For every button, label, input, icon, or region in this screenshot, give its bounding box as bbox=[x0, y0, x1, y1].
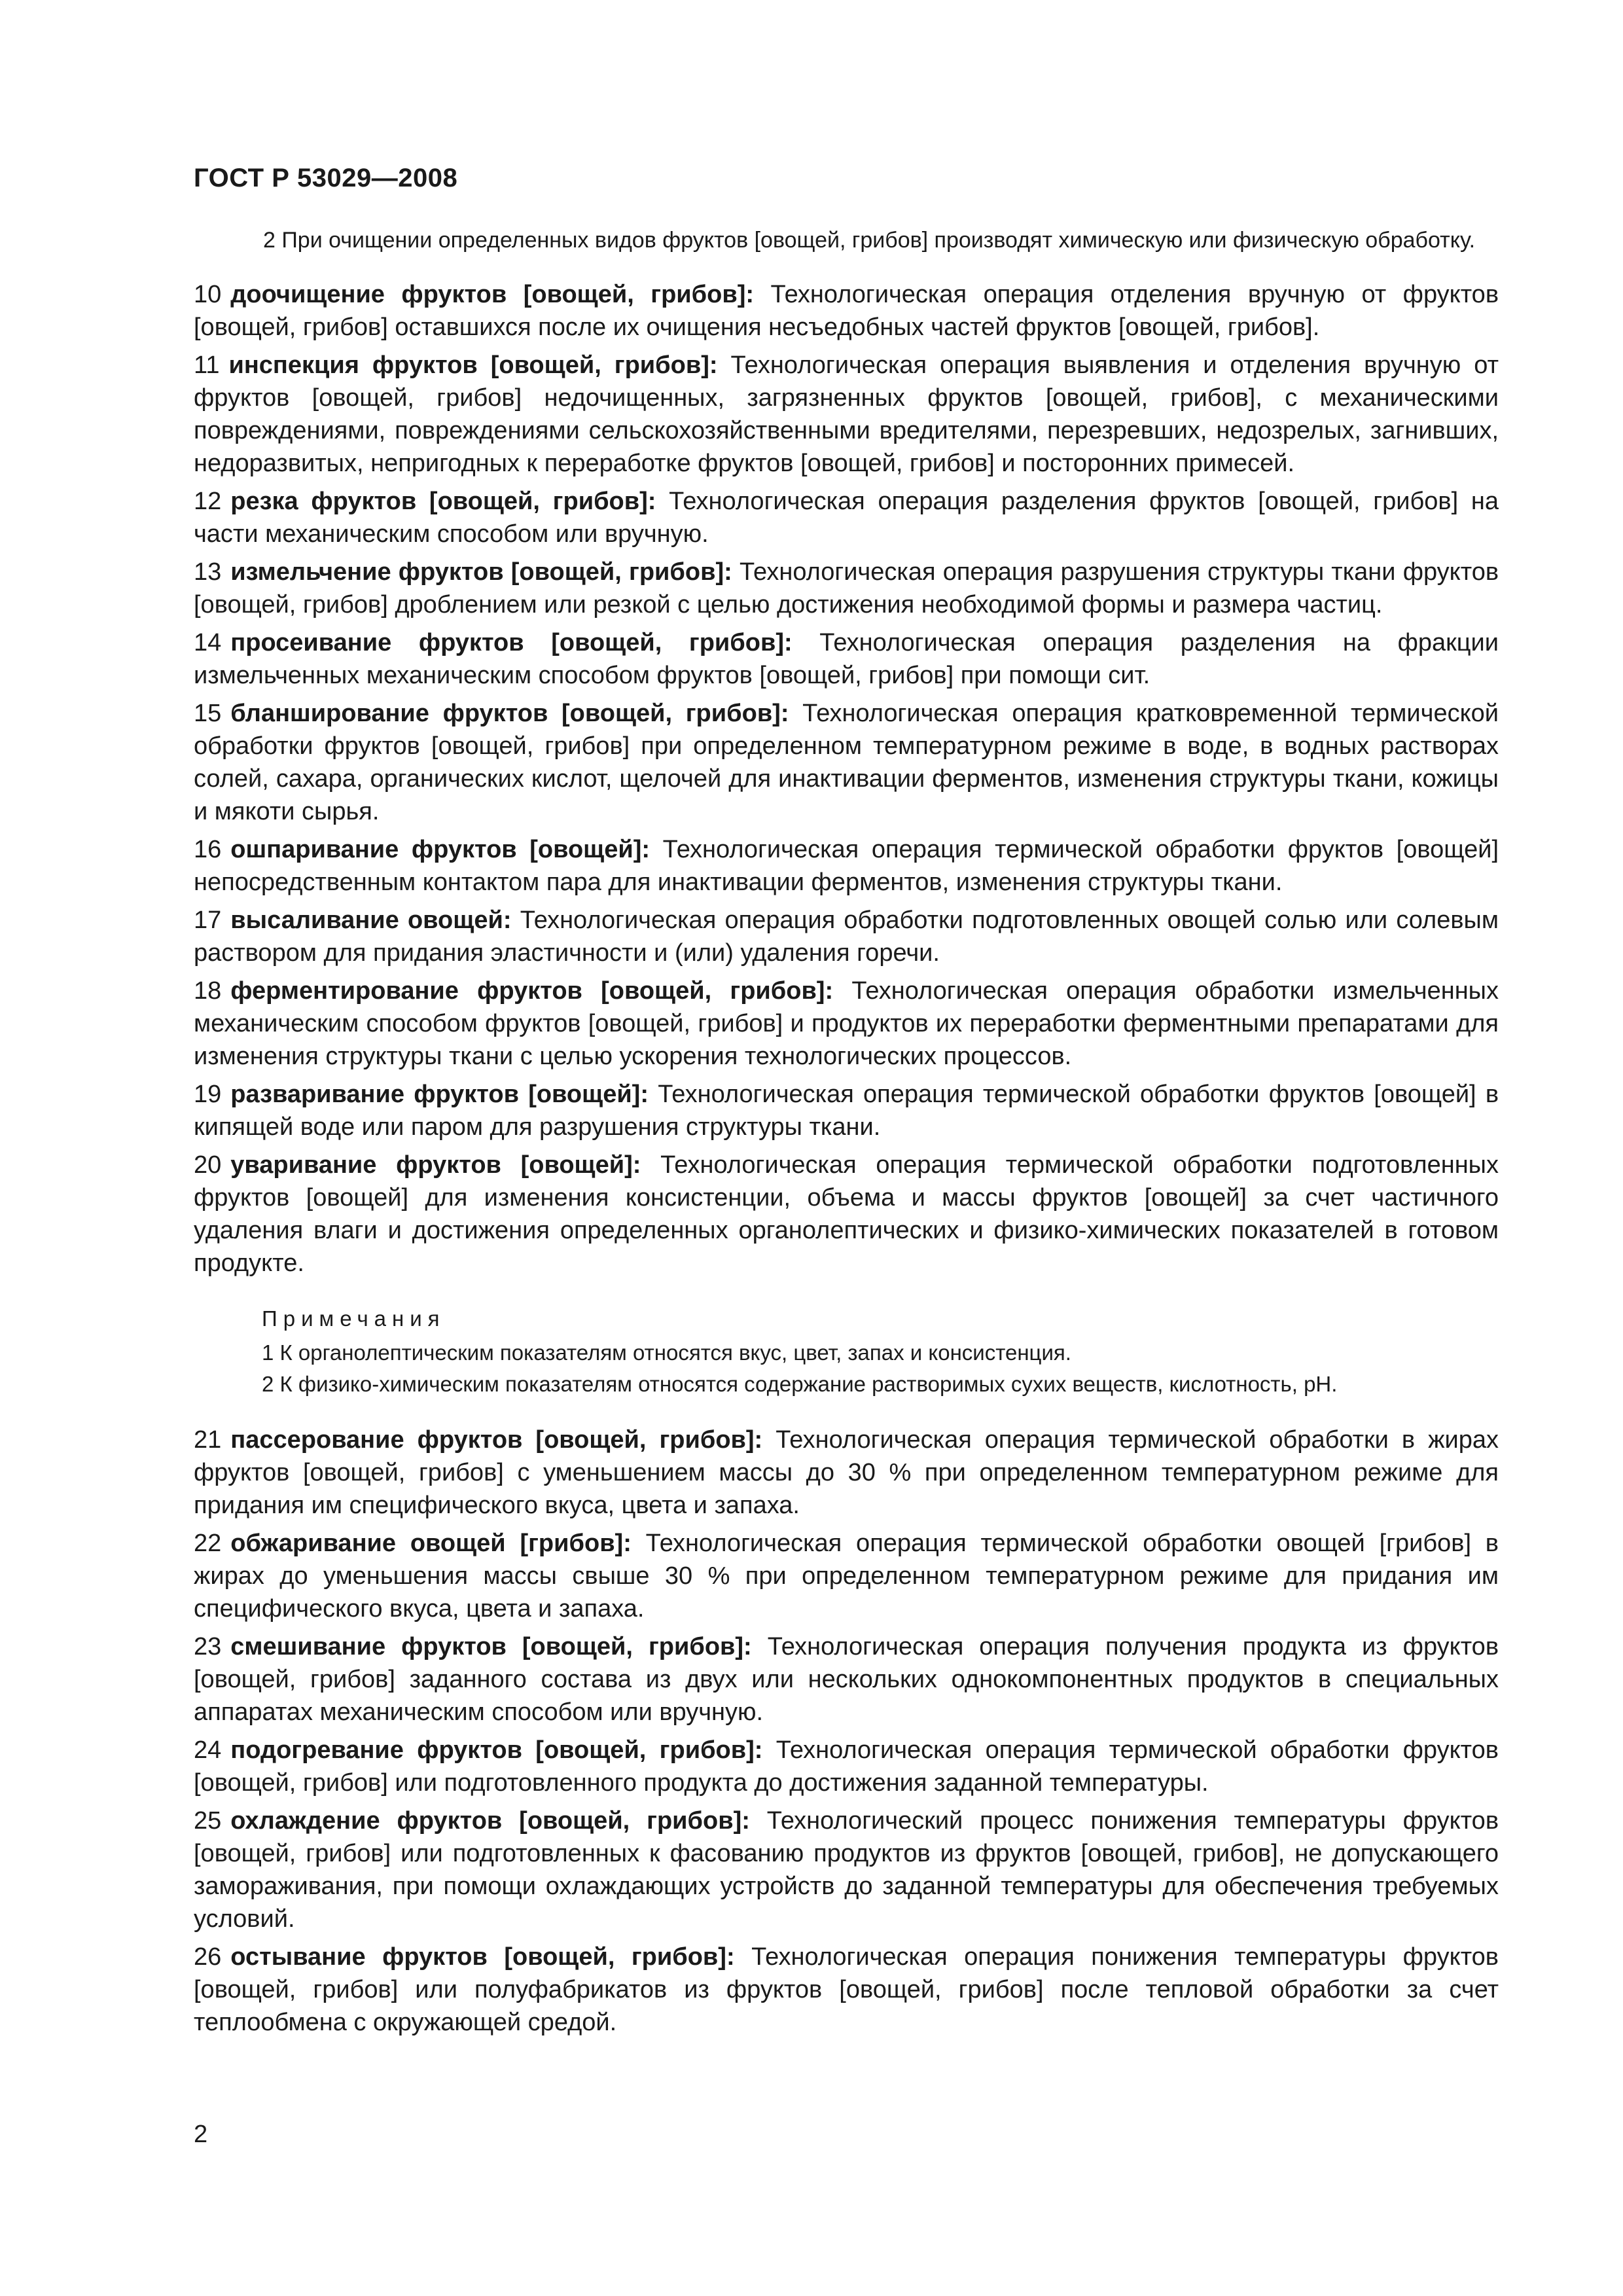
intro-note: 2 При очищении определенных видов фруктов [овощей, грибов] производят химическую или физическую обработку. bbox=[263, 228, 1476, 253]
term-definition: Технологическая операция разделения на фракции измельченных механическим способом фруктов [овощей, грибов] при помощи сит. bbox=[194, 629, 1499, 689]
document-header: ГОСТ Р 53029—2008 bbox=[194, 164, 458, 192]
term-entry bbox=[194, 697, 1499, 828]
term-definition: Технологическая операция термической обработки подготовленных фруктов [овощей] для изменения консистенции, объема и массы фруктов [овощей] за счет частичного удаления влаги и достижения определенных органолептических и физико-химических показателей в готовом продукте. bbox=[194, 1151, 1499, 1277]
term-name: обжаривание овощей [грибов]: bbox=[230, 1530, 632, 1557]
term-name: высаливание овощей: bbox=[230, 906, 512, 934]
page-number: 2 bbox=[194, 2121, 208, 2148]
term-name: инспекция фруктов [овощей, грибов]: bbox=[228, 351, 718, 379]
term-number: 24 bbox=[194, 1736, 222, 1764]
term-entry bbox=[194, 349, 1499, 480]
term-definition: Технологическая операция термической обработки фруктов [овощей] непосредственным контактом пара для инактивации ферментов, изменения структуры ткани. bbox=[194, 836, 1499, 896]
term-entry bbox=[194, 278, 1499, 344]
term-entry bbox=[194, 1804, 1499, 1935]
term-entry bbox=[194, 626, 1499, 692]
term-definition: Технологическая операция кратковременной термической обработки фруктов [овощей, грибов] при определенном температурном режиме в воде, в водных растворах солей, сахара, органических кислот, щелочей для инактивации ферментов, изменения структуры ткани, кожицы и мякоти сырья. bbox=[194, 700, 1499, 825]
term-entry bbox=[194, 556, 1499, 621]
term-name: бланширование фруктов [овощей, грибов]: bbox=[230, 700, 789, 727]
document-body bbox=[194, 226, 1499, 2044]
term-entry bbox=[194, 1630, 1499, 1729]
term-definition: Технологическая операция термической обработки овощей [грибов] в жирах до уменьшения массы свыше 30 % при определенном температурном режиме для придания им специфического вкуса, цвета и запаха. bbox=[194, 1530, 1499, 1623]
term-number: 14 bbox=[194, 629, 222, 656]
term-entry bbox=[194, 1527, 1499, 1625]
term-definition: Технологическая операция выявления и отделения вручную от фруктов [овощей, грибов] недочищенных, загрязненных фруктов [овощей, грибов], с механическими повреждениями, повреждениями сельскохозяйственными вредителями, перезревших, недозрелых, загнивших, недоразвитых, непригодных к переработке фруктов [овощей, грибов] и посторонних примесей. bbox=[194, 351, 1499, 477]
term-number: 11 bbox=[194, 351, 220, 379]
term-number: 16 bbox=[194, 836, 222, 863]
term-name: смешивание фруктов [овощей, грибов]: bbox=[230, 1633, 752, 1660]
term-name: разваривание фруктов [овощей]: bbox=[230, 1081, 649, 1108]
term-entry bbox=[194, 1424, 1499, 1522]
term-definition: Технологическая операция разделения фруктов [овощей, грибов] на части механическим способом или вручную. bbox=[194, 488, 1499, 548]
term-definition: Технологический процесс понижения температуры фруктов [овощей, грибов] или подготовленных к фасованию продуктов из фруктов [овощей, грибов], не допускающего замораживания, при помощи охлаждающих устройств до заданной температуры для обеспечения требуемых условий. bbox=[194, 1807, 1499, 1933]
term-number: 18 bbox=[194, 977, 222, 1005]
term-name: доочищение фруктов [овощей, грибов]: bbox=[230, 281, 755, 308]
term-number: 26 bbox=[194, 1943, 222, 1971]
term-entry bbox=[194, 1078, 1499, 1143]
note-item: 2 К физико-химическим показателям относятся содержание растворимых сухих веществ, кислотность, pH. bbox=[262, 1372, 1338, 1396]
term-definition: Технологическая операция обработки подготовленных овощей солью или солевым раствором для придания эластичности и (или) удаления горечи. bbox=[194, 906, 1499, 967]
terms-list-a bbox=[194, 278, 1499, 1280]
term-entry bbox=[194, 904, 1499, 969]
term-name: резка фруктов [овощей, грибов]: bbox=[230, 488, 656, 515]
note-item: 1 К органолептическим показателям относятся вкус, цвет, запах и консистенция. bbox=[262, 1340, 1071, 1365]
term-number: 23 bbox=[194, 1633, 222, 1660]
term-entry bbox=[194, 1149, 1499, 1280]
term-number: 10 bbox=[194, 281, 222, 308]
term-name: ферментирование фруктов [овощей, грибов]: bbox=[230, 977, 834, 1005]
term-number: 25 bbox=[194, 1807, 222, 1835]
term-name: измельчение фруктов [овощей, грибов]: bbox=[230, 558, 732, 586]
term-name: остывание фруктов [овощей, грибов]: bbox=[230, 1943, 735, 1971]
term-entry bbox=[194, 975, 1499, 1073]
term-definition: Технологическая операция термической обработки фруктов [овощей] в кипящей воде или паром для разрушения структуры ткани. bbox=[194, 1081, 1499, 1141]
term-definition: Технологическая операция обработки измельченных механическим способом фруктов [овощей, грибов] и продуктов их переработки ферментными препаратами для изменения структуры ткани с целью ускорения технологических процессов. bbox=[194, 977, 1499, 1070]
term-definition: Технологическая операция термической обработки фруктов [овощей, грибов] или подготовленного продукта до достижения заданной температуры. bbox=[194, 1736, 1499, 1797]
term-definition: Технологическая операция получения продукта из фруктов [овощей, грибов] заданного состава из двух или нескольких однокомпонентных продуктов в специальных аппаратах механическим способом или вручную. bbox=[194, 1633, 1499, 1726]
term-name: подогревание фруктов [овощей, грибов]: bbox=[230, 1736, 763, 1764]
term-definition: Технологическая операция разрушения структуры ткани фруктов [овощей, грибов] дроблением или резкой с целью достижения необходимой формы и размера частиц. bbox=[194, 558, 1499, 619]
term-number: 15 bbox=[194, 700, 222, 727]
term-number: 20 bbox=[194, 1151, 222, 1179]
term-number: 17 bbox=[194, 906, 222, 934]
term-number: 12 bbox=[194, 488, 222, 515]
term-definition: Технологическая операция термической обработки в жирах фруктов [овощей, грибов] с уменьшением массы до 30 % при определенном температурном режиме для придания им специфического вкуса, цвета и запаха. bbox=[194, 1426, 1499, 1519]
term-entry bbox=[194, 485, 1499, 550]
terms-list-b bbox=[194, 1424, 1499, 2039]
notes-title: Примечания bbox=[262, 1306, 446, 1331]
term-number: 21 bbox=[194, 1426, 222, 1454]
term-name: охлаждение фруктов [овощей, грибов]: bbox=[230, 1807, 750, 1835]
term-number: 13 bbox=[194, 558, 222, 586]
notes-block bbox=[194, 1304, 1499, 1400]
term-name: просеивание фруктов [овощей, грибов]: bbox=[230, 629, 793, 656]
term-definition: Технологическая операция отделения вручную от фруктов [овощей, грибов] оставшихся после их очищения несъедобных частей фруктов [овощей, грибов]. bbox=[194, 281, 1499, 341]
term-number: 19 bbox=[194, 1081, 222, 1108]
term-name: пассерование фруктов [овощей, грибов]: bbox=[230, 1426, 763, 1454]
term-name: уваривание фруктов [овощей]: bbox=[230, 1151, 641, 1179]
term-entry bbox=[194, 1941, 1499, 2039]
term-entry bbox=[194, 833, 1499, 899]
term-entry bbox=[194, 1734, 1499, 1799]
term-name: ошпаривание фруктов [овощей]: bbox=[230, 836, 651, 863]
term-number: 22 bbox=[194, 1530, 222, 1557]
term-definition: Технологическая операция понижения температуры фруктов [овощей, грибов] или полуфабрикатов из фруктов [овощей, грибов] после тепловой обработки за счет теплообмена с окружающей средой. bbox=[194, 1943, 1499, 2036]
